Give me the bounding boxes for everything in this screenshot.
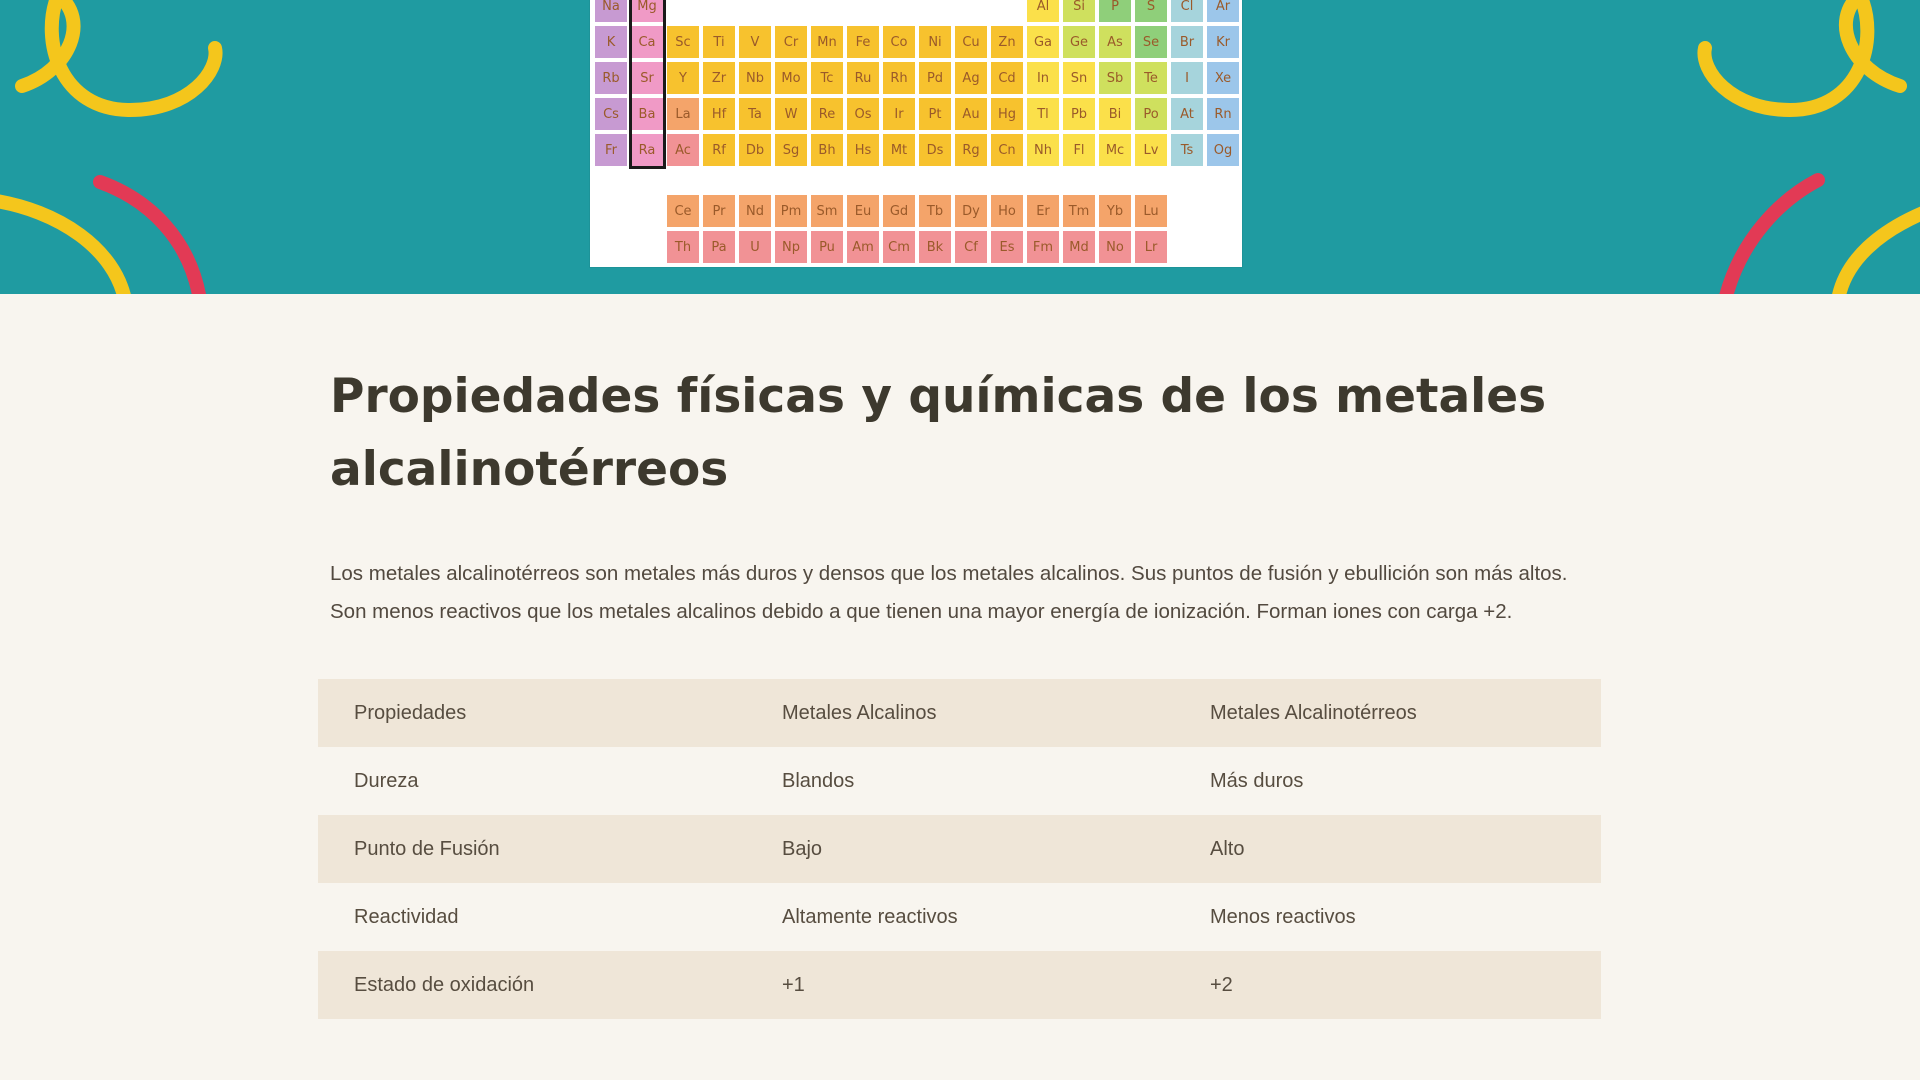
table-row <box>318 815 1601 883</box>
element-cell-lu: Lu <box>1134 194 1168 228</box>
element-cell-dy: Dy <box>954 194 988 228</box>
element-cell-tb: Tb <box>918 194 952 228</box>
element-cell-as: As <box>1098 25 1132 59</box>
element-cell-sr: Sr <box>630 61 664 95</box>
element-cell-br: Br <box>1170 25 1204 59</box>
element-cell-th: Th <box>666 230 700 264</box>
element-cell-co: Co <box>882 25 916 59</box>
element-cell-at: At <box>1170 97 1204 131</box>
element-cell-nb: Nb <box>738 61 772 95</box>
element-cell-lv: Lv <box>1134 133 1168 167</box>
element-cell-ta: Ta <box>738 97 772 131</box>
element-cell-ru: Ru <box>846 61 880 95</box>
element-cell-es: Es <box>990 230 1024 264</box>
swirl-left-top <box>22 0 216 110</box>
element-cell-nd: Nd <box>738 194 772 228</box>
element-cell-rg: Rg <box>954 133 988 167</box>
element-cell-ca: Ca <box>630 25 664 59</box>
element-cell-pb: Pb <box>1062 97 1096 131</box>
element-cell-sc: Sc <box>666 25 700 59</box>
element-cell-pm: Pm <box>774 194 808 228</box>
element-cell-ir: Ir <box>882 97 916 131</box>
element-cell-md: Md <box>1062 230 1096 264</box>
element-cell-u: U <box>738 230 772 264</box>
intro-paragraph: Los metales alcalinotérreos son metales más duros y densos que los metales alcalinos. Sus puntos de fusión y ebullición son más altos. Son menos reactivos que los metales alcalinos debido a que tienen una mayor energía de ionización. Forman iones con carga +2. <box>330 562 1568 623</box>
element-cell-np: Np <box>774 230 808 264</box>
element-cell-sb: Sb <box>1098 61 1132 95</box>
element-cell-er: Er <box>1026 194 1060 228</box>
table-row <box>318 883 1601 951</box>
element-cell-rf: Rf <box>702 133 736 167</box>
element-cell-ra: Ra <box>630 133 664 167</box>
element-cell-s: S <box>1134 0 1168 23</box>
element-cell-ce: Ce <box>666 194 700 228</box>
table-cell: Estado de oxidación <box>354 973 535 996</box>
element-cell-p: P <box>1098 0 1132 23</box>
element-cell-fm: Fm <box>1026 230 1060 264</box>
element-cell-fr: Fr <box>594 133 628 167</box>
element-cell-bi: Bi <box>1098 97 1132 131</box>
element-cell-ga: Ga <box>1026 25 1060 59</box>
periodic-table-image <box>590 0 1242 267</box>
table-cell: +1 <box>782 973 805 996</box>
element-cell-cu: Cu <box>954 25 988 59</box>
element-cell-po: Po <box>1134 97 1168 131</box>
element-cell-ni: Ni <box>918 25 952 59</box>
element-cell-tc: Tc <box>810 61 844 95</box>
element-cell-mn: Mn <box>810 25 844 59</box>
table-cell: Dureza <box>354 769 419 792</box>
element-cell-eu: Eu <box>846 194 880 228</box>
table-header-cell: Propiedades <box>354 701 467 724</box>
element-cell-au: Au <box>954 97 988 131</box>
element-cell-mc: Mc <box>1098 133 1132 167</box>
element-cell-al: Al <box>1026 0 1060 23</box>
table-row <box>318 951 1601 1019</box>
element-cell-db: Db <box>738 133 772 167</box>
element-cell-rb: Rb <box>594 61 628 95</box>
element-cell-cn: Cn <box>990 133 1024 167</box>
table-cell: Bajo <box>782 837 823 860</box>
table-cell: Blandos <box>782 769 855 792</box>
element-cell-og: Og <box>1206 133 1240 167</box>
main-content <box>330 360 1610 631</box>
table-cell: Más duros <box>1210 769 1304 792</box>
page-title: Propiedades físicas y químicas de los metales alcalinotérreos <box>330 369 1547 497</box>
element-cell-zr: Zr <box>702 61 736 95</box>
element-cell-ge: Ge <box>1062 25 1096 59</box>
element-cell-la: La <box>666 97 700 131</box>
element-cell-no: No <box>1098 230 1132 264</box>
table-cell: +2 <box>1210 973 1233 996</box>
element-cell-cd: Cd <box>990 61 1024 95</box>
table-cell: Alto <box>1210 837 1245 860</box>
element-cell-mg: Mg <box>630 0 664 23</box>
table-header-cell: Metales Alcalinotérreos <box>1210 701 1417 724</box>
element-cell-bh: Bh <box>810 133 844 167</box>
element-cell-ts: Ts <box>1170 133 1204 167</box>
swirl-right-red <box>1725 180 1818 294</box>
element-cell-cs: Cs <box>594 97 628 131</box>
element-cell-pa: Pa <box>702 230 736 264</box>
element-cell-fe: Fe <box>846 25 880 59</box>
element-cell-si: Si <box>1062 0 1096 23</box>
element-cell-se: Se <box>1134 25 1168 59</box>
element-cell-ac: Ac <box>666 133 700 167</box>
element-cell-hg: Hg <box>990 97 1024 131</box>
element-cell-tl: Tl <box>1026 97 1060 131</box>
element-cell-cf: Cf <box>954 230 988 264</box>
element-cell-zn: Zn <box>990 25 1024 59</box>
element-cell-sm: Sm <box>810 194 844 228</box>
element-cell-mt: Mt <box>882 133 916 167</box>
element-cell-xe: Xe <box>1206 61 1240 95</box>
element-cell-cl: Cl <box>1170 0 1204 23</box>
element-cell-cr: Cr <box>774 25 808 59</box>
element-cell-ar: Ar <box>1206 0 1240 23</box>
element-cell-ag: Ag <box>954 61 988 95</box>
element-cell-gd: Gd <box>882 194 916 228</box>
element-cell-ho: Ho <box>990 194 1024 228</box>
element-cell-pt: Pt <box>918 97 952 131</box>
element-cell-rn: Rn <box>1206 97 1240 131</box>
table-cell: Punto de Fusión <box>354 837 500 860</box>
element-cell-in: In <box>1026 61 1060 95</box>
element-cell-ds: Ds <box>918 133 952 167</box>
element-cell-nh: Nh <box>1026 133 1060 167</box>
element-cell-am: Am <box>846 230 880 264</box>
element-cell-ba: Ba <box>630 97 664 131</box>
element-cell-cm: Cm <box>882 230 916 264</box>
comparison-table <box>318 679 1601 1019</box>
element-cell-y: Y <box>666 61 700 95</box>
element-cell-rh: Rh <box>882 61 916 95</box>
swirl-right-bottom <box>1838 210 1920 294</box>
element-cell-hf: Hf <box>702 97 736 131</box>
element-cell-na: Na <box>594 0 628 23</box>
element-cell-ti: Ti <box>702 25 736 59</box>
element-cell-pu: Pu <box>810 230 844 264</box>
element-cell-sg: Sg <box>774 133 808 167</box>
element-cell-tm: Tm <box>1062 194 1096 228</box>
element-cell-pd: Pd <box>918 61 952 95</box>
element-cell-kr: Kr <box>1206 25 1240 59</box>
hero-banner <box>0 0 1920 294</box>
element-cell-pr: Pr <box>702 194 736 228</box>
table-cell: Menos reactivos <box>1210 905 1356 928</box>
element-cell-fl: Fl <box>1062 133 1096 167</box>
element-cell-w: W <box>774 97 808 131</box>
element-cell-lr: Lr <box>1134 230 1168 264</box>
table-header-cell: Metales Alcalinos <box>782 701 937 724</box>
swirl-right-top <box>1704 0 1900 110</box>
table-row <box>318 747 1601 815</box>
element-cell-re: Re <box>810 97 844 131</box>
element-cell-os: Os <box>846 97 880 131</box>
element-cell-sn: Sn <box>1062 61 1096 95</box>
element-cell-k: K <box>594 25 628 59</box>
table-cell: Reactividad <box>354 905 459 928</box>
element-cell-hs: Hs <box>846 133 880 167</box>
element-cell-yb: Yb <box>1098 194 1132 228</box>
element-cell-mo: Mo <box>774 61 808 95</box>
table-cell: Altamente reactivos <box>782 905 958 928</box>
swirl-left-bottom <box>0 200 125 294</box>
table-header-row <box>318 679 1601 747</box>
element-cell-te: Te <box>1134 61 1168 95</box>
element-cell-i: I <box>1170 61 1204 95</box>
element-cell-v: V <box>738 25 772 59</box>
element-cell-bk: Bk <box>918 230 952 264</box>
